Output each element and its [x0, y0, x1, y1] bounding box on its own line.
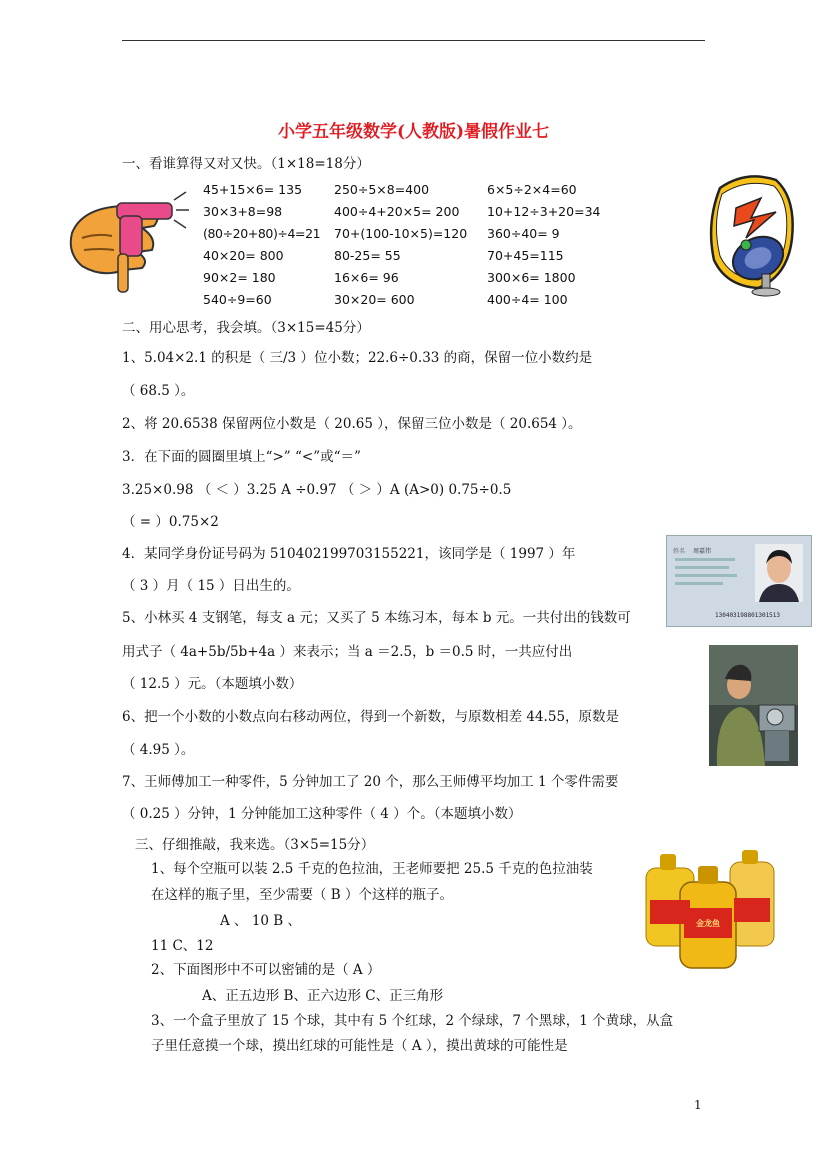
question-line: （ 3 ）月（ 15 ）日出生的。 [122, 578, 300, 594]
question-line: 7、王师傅加工一种零件，5 分钟加工了 20 个，那么王师傅平均加工 1 个零件需要 [122, 774, 619, 790]
question-line: 6、把一个小数的小数点向右移动两位，得到一个新数，与原数相差 44.55，原数是 [122, 709, 620, 725]
id-card-number: 130403198801301513 [715, 612, 781, 619]
calc-item: 400÷4+20×5= 200 [334, 204, 460, 219]
calc-item: (80÷20+80)÷4=21 [203, 226, 321, 241]
question-line: （ 0.25 ）分钟，1 分钟能加工这种零件（ 4 ）个。（本题填小数） [122, 806, 522, 822]
choice-line: 2、下面图形中不可以密铺的是（ A ） [151, 962, 381, 978]
id-card-portrait [755, 544, 803, 602]
calc-item: 80-25= 55 [334, 248, 401, 263]
satellite-dish-illustration [706, 168, 798, 303]
calc-item: 400÷4= 100 [487, 292, 568, 307]
calc-item: 250÷5×8=400 [334, 182, 430, 197]
choice-line: 1、每个空瓶可以装 2.5 千克的色拉油，王老师要把 25.5 千克的色拉油装 [151, 861, 593, 877]
question-line: 3.25×0.98 （ ＜ ）3.25 A ÷0.97 （ ＞ ）A (A>0) 0.75÷0.5 [122, 482, 512, 498]
section2-heading: 二、用心思考，我会填。（3×15=45分） [122, 320, 370, 336]
question-line: 5、小林买 4 支钢笔，每支 a 元；又买了 5 本练习本，每本 b 元。一共付出的钱数可 [122, 610, 631, 626]
question-line: 4．某同学身份证号码为 510402199703155221，该同学是（ 1997 ）年 [122, 546, 576, 562]
question-line: 1、5.04×2.1 的积是（ 三/3 ）位小数；22.6÷0.33 的商，保留一位小数约是 [122, 350, 593, 366]
question-line: （ 12.5 ）元。（本题填小数） [122, 676, 303, 692]
question-line: （ 4.95 ）。 [122, 742, 195, 758]
calc-item: 30×3+8=98 [203, 204, 283, 219]
id-card-image [666, 535, 812, 627]
calc-item: 300×6= 1800 [487, 270, 576, 285]
choice-line: 3、一个盒子里放了 15 个球，其中有 5 个红球，2 个绿球，7 个黑球，1 个黄球，从盒 [151, 1013, 674, 1029]
header-rule [122, 40, 705, 41]
id-card-name: 周嘉伟 [693, 548, 712, 555]
question-line: （ 68.5 ）。 [122, 383, 195, 399]
calc-item: 16×6= 96 [334, 270, 399, 285]
choice-line: 11 C、12 [151, 938, 214, 954]
worker-lathe-photo [709, 645, 798, 766]
choice-line: 在这样的瓶子里，至少需要（ B ）个这样的瓶子。 [151, 887, 454, 903]
calc-item: 45+15×6= 135 [203, 182, 303, 197]
calc-item: 40×20= 800 [203, 248, 284, 263]
oil-bottles-illustration [640, 848, 780, 972]
calc-item: 540÷9=60 [203, 292, 272, 307]
question-line: 2、将 20.6538 保留两位小数是（ 20.65 ），保留三位小数是（ 20.654 ）。 [122, 416, 582, 432]
calc-item: 360÷40= 9 [487, 226, 560, 241]
calc-item: 30×20= 600 [334, 292, 415, 307]
calc-item: 6×5÷2×4=60 [487, 182, 577, 197]
oil-bottle-label: 金龙鱼 [696, 919, 720, 928]
id-card-name-label: 姓名 [673, 548, 686, 555]
hand-toy-gun-illustration [62, 188, 190, 298]
calc-item: 70+45=115 [487, 248, 564, 263]
choice-line: A 、 10 B 、 [220, 913, 302, 929]
choice-line: 子里任意摸一个球，摸出红球的可能性是（ A ），摸出黄球的可能性是 [151, 1038, 568, 1054]
section3-heading: 三、仔细推敲，我来选。（3×5=15分） [135, 837, 375, 853]
question-line: 用式子（ 4a+5b/5b+4a ）来表示；当 a ＝2.5，b ＝0.5 时，一共应付出 [122, 644, 573, 660]
page-number: 1 [694, 1098, 702, 1112]
question-line: （ = ）0.75×2 [122, 514, 219, 530]
page-title: 小学五年级数学(人教版)暑假作业七 [277, 122, 550, 142]
choice-line: A、正五边形 B、正六边形 C、正三角形 [202, 988, 444, 1004]
calc-item: 70+(100-10×5)=120 [334, 226, 468, 241]
calc-item: 90×2= 180 [203, 270, 276, 285]
section1-heading: 一、看谁算得又对又快。（1×18=18分） [122, 156, 370, 172]
calc-item: 10+12÷3+20=34 [487, 204, 601, 219]
question-line: 3．在下面的圆圈里填上“>” “<”或“＝” [122, 449, 361, 465]
